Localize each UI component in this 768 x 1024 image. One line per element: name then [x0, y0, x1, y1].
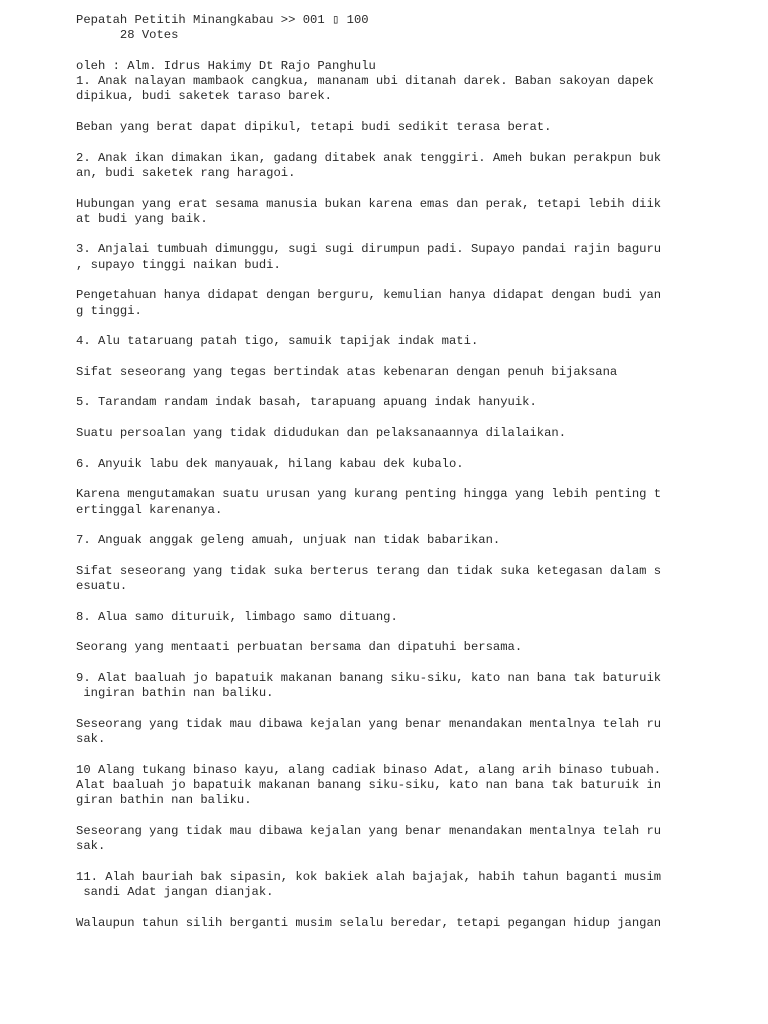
- proverb-text-line: 7. Anguak anggak geleng amuah, unjuak nan tidak babarikan.: [76, 533, 501, 548]
- spacer: [76, 135, 676, 150]
- proverb-entry: [76, 319, 676, 380]
- proverb-text-line: sandi Adat jangan dianjak.: [76, 884, 274, 899]
- spacer: [76, 808, 676, 823]
- proverb-entry: [76, 135, 676, 227]
- author-line: oleh : Alm. Idrus Hakimy Dt Rajo Panghulu: [76, 58, 376, 73]
- proverb-text-line: ingiran bathin nan baliku.: [76, 686, 274, 701]
- meaning-text-line: sak.: [76, 731, 106, 746]
- spacer: [76, 273, 676, 288]
- proverb-entry: [76, 380, 676, 441]
- meaning-text-line: sak.: [76, 839, 106, 854]
- proverb-entry: [76, 655, 676, 747]
- proverb-entry: [76, 74, 676, 135]
- spacer: [76, 319, 676, 334]
- spacer: [76, 701, 676, 716]
- spacer: [76, 350, 676, 365]
- proverb-text-line: 2. Anak ikan dimakan ikan, gadang ditabek anak tenggiri. Ameh bukan perakpun buk: [76, 150, 662, 165]
- meaning-text-line: Sifat seseorang yang tidak suka berterus terang dan tidak suka ketegasan dalam s: [76, 563, 662, 578]
- spacer: [76, 441, 676, 456]
- proverb-text-line: , supayo tinggi naikan budi.: [76, 257, 281, 272]
- meaning-text-line: Sifat seseorang yang tegas bertindak atas kebenaran dengan penuh bijaksana: [76, 364, 618, 379]
- spacer: [76, 518, 676, 533]
- proverb-entry: [76, 227, 676, 319]
- meaning-text-line: esuatu.: [76, 578, 128, 593]
- spacer: [76, 411, 676, 426]
- proverb-entry: [76, 747, 676, 854]
- meaning-text-line: Hubungan yang erat sesama manusia bukan karena emas dan perak, tetapi lebih diik: [76, 196, 662, 211]
- proverb-text-line: 6. Anyuik labu dek manyauak, hilang kabau dek kubalo.: [76, 456, 464, 471]
- meaning-text-line: Suatu persoalan yang tidak didudukan dan pelaksanaannya dilalaikan.: [76, 426, 567, 441]
- spacer: [76, 655, 676, 670]
- proverb-text-line: 11. Alah bauriah bak sipasin, kok bakiek alah bajajak, habih tahun baganti musim: [76, 869, 662, 884]
- proverb-text-line: Alat baaluah jo bapatuik makanan banang siku-siku, kato nan bana tak baturuik in: [76, 777, 662, 792]
- meaning-text-line: Walaupun tahun silih berganti musim selalu beredar, tetapi pegangan hidup jangan: [76, 915, 662, 930]
- proverb-text-line: 5. Tarandam randam indak basah, tarapuang apuang indak hanyuik.: [76, 395, 537, 410]
- proverb-list: [76, 74, 676, 931]
- spacer: [76, 472, 676, 487]
- spacer: [76, 548, 676, 563]
- meaning-text-line: Karena mengutamakan suatu urusan yang kurang penting hingga yang lebih penting t: [76, 487, 662, 502]
- proverb-entry: [76, 854, 676, 930]
- spacer: [76, 105, 676, 120]
- proverb-text-line: dipikua, budi saketek taraso barek.: [76, 89, 332, 104]
- spacer: [76, 380, 676, 395]
- proverb-text-line: 1. Anak nalayan mambaok cangkua, mananam ubi ditanah darek. Baban sakoyan dapek: [76, 74, 654, 89]
- spacer: [76, 854, 676, 869]
- meaning-text-line: g tinggi.: [76, 303, 142, 318]
- proverb-entry: [76, 518, 676, 594]
- spacer: [76, 625, 676, 640]
- spacer: [76, 747, 676, 762]
- meaning-text-line: at budi yang baik.: [76, 211, 208, 226]
- spacer: [76, 900, 676, 915]
- spacer: [76, 594, 676, 609]
- document-page: [76, 13, 676, 931]
- proverb-text-line: 8. Alua samo dituruik, limbago samo dituang.: [76, 609, 398, 624]
- proverb-text-line: 9. Alat baaluah jo bapatuik makanan banang siku-siku, kato nan bana tak baturuik: [76, 670, 662, 685]
- proverb-entry: [76, 594, 676, 655]
- document-title: Pepatah Petitih Minangkabau >> 001 ▯ 100: [76, 13, 369, 27]
- proverb-entry: [76, 441, 676, 517]
- meaning-text-line: Seseorang yang tidak mau dibawa kejalan yang benar menandakan mentalnya telah ru: [76, 716, 662, 731]
- spacer: [76, 181, 676, 196]
- meaning-text-line: ertinggal karenanya.: [76, 502, 223, 517]
- spacer: [76, 44, 676, 59]
- vote-count: 28 Votes: [76, 28, 179, 43]
- proverb-text-line: 10 Alang tukang binaso kayu, alang cadiak binaso Adat, alang arih binaso tubuah.: [76, 762, 662, 777]
- proverb-text-line: giran bathin nan baliku.: [76, 793, 252, 808]
- proverb-text-line: 4. Alu tataruang patah tigo, samuik tapijak indak mati.: [76, 334, 479, 349]
- meaning-text-line: Pengetahuan hanya didapat dengan berguru, kemulian hanya didapat dengan budi yan: [76, 288, 662, 303]
- meaning-text-line: Beban yang berat dapat dipikul, tetapi budi sedikit terasa berat.: [76, 120, 552, 135]
- proverb-text-line: an, budi saketek rang haragoi.: [76, 165, 296, 180]
- meaning-text-line: Seseorang yang tidak mau dibawa kejalan yang benar menandakan mentalnya telah ru: [76, 823, 662, 838]
- proverb-text-line: 3. Anjalai tumbuah dimunggu, sugi sugi dirumpun padi. Supayo pandai rajin baguru: [76, 242, 662, 257]
- spacer: [76, 227, 676, 242]
- meaning-text-line: Seorang yang mentaati perbuatan bersama dan dipatuhi bersama.: [76, 640, 523, 655]
